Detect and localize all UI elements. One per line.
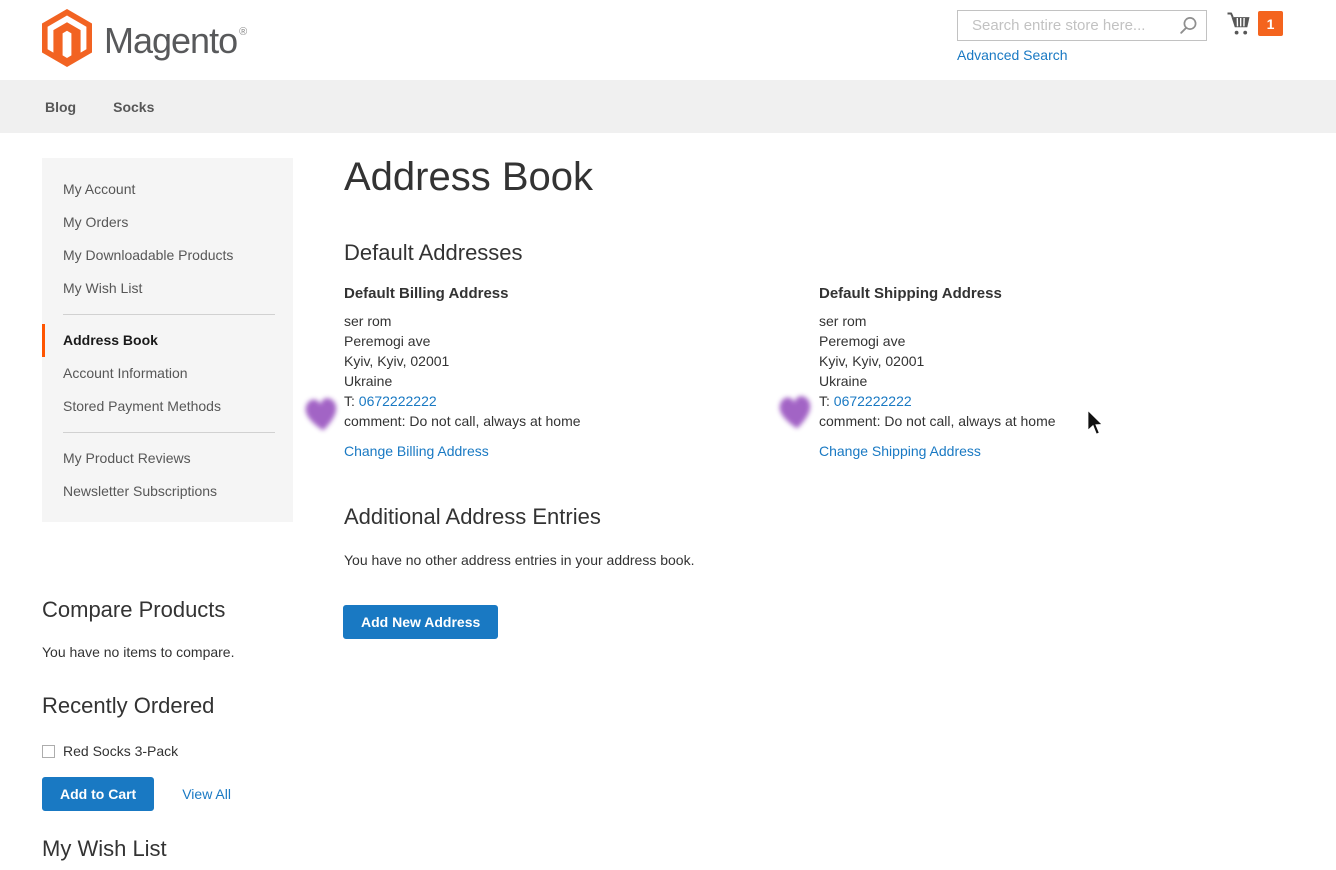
sidebar-item-address-book[interactable]: Address Book: [42, 324, 293, 357]
additional-address-entries-section: [344, 504, 1294, 568]
sidebar-item-my-downloadable-products[interactable]: My Downloadable Products: [63, 247, 234, 263]
shipping-city-line: Kyiv, Kyiv, 02001: [819, 353, 925, 369]
recently-ordered-item-label[interactable]: Red Socks 3-Pack: [63, 743, 179, 759]
registered-mark: ®: [239, 25, 247, 38]
default-billing-address-block: [344, 285, 819, 461]
magento-logo-icon: [42, 9, 92, 72]
sidebar-divider: [63, 432, 275, 433]
search-input[interactable]: [957, 10, 1207, 41]
sidebar-item-my-wish-list[interactable]: My Wish List: [63, 280, 143, 296]
sidebar-item-newsletter-subscriptions[interactable]: Newsletter Subscriptions: [63, 483, 218, 499]
sidebar-item-my-orders[interactable]: My Orders: [63, 214, 129, 230]
sidebar-item-stored-payment-methods[interactable]: Stored Payment Methods: [63, 398, 221, 414]
my-wish-list-block: [42, 836, 167, 862]
cart-icon[interactable]: [1226, 11, 1251, 42]
my-wish-list-title: My Wish List: [42, 836, 167, 861]
recently-ordered-item-checkbox[interactable]: [42, 745, 55, 758]
shipping-street: Peremogi ave: [819, 333, 906, 349]
compare-products-title: Compare Products: [42, 597, 226, 622]
main-nav: [0, 80, 1336, 133]
page-title: Address Book: [344, 155, 594, 199]
magento-logo[interactable]: [42, 9, 246, 72]
add-new-address-button[interactable]: Add New Address: [343, 605, 498, 639]
shipping-phone-line: T: 0672222222: [819, 393, 912, 409]
additional-address-entries-empty-text: You have no other address entries in your address book.: [344, 552, 695, 568]
billing-phone-link[interactable]: 0672222222: [358, 393, 437, 409]
account-sidebar: [42, 158, 293, 522]
billing-name: ser rom: [344, 313, 392, 329]
search-box: [957, 10, 1207, 41]
billing-address-title: Default Billing Address: [344, 285, 509, 302]
default-addresses-section: [344, 240, 1294, 461]
recently-ordered-item-row: [42, 743, 302, 759]
nav-item-blog[interactable]: Blog: [45, 98, 77, 115]
sidebar-item-my-account[interactable]: My Account: [63, 181, 136, 197]
shipping-phone-link[interactable]: 0672222222: [833, 393, 912, 409]
add-to-cart-button[interactable]: Add to Cart: [42, 777, 154, 811]
compare-products-block: [42, 597, 302, 660]
nav-item-socks[interactable]: Socks: [113, 98, 155, 115]
billing-phone-line: T: 0672222222: [344, 393, 437, 409]
purple-heart-annotation-shipping: [776, 393, 815, 436]
billing-city-line: Kyiv, Kyiv, 02001: [344, 353, 450, 369]
billing-country: Ukraine: [344, 373, 393, 389]
view-all-link[interactable]: View All: [182, 786, 231, 802]
purple-heart-annotation-billing: [302, 395, 341, 438]
mouse-cursor: [1086, 408, 1105, 441]
recently-ordered-title: Recently Ordered: [42, 693, 215, 718]
cart-count-badge[interactable]: 1: [1258, 11, 1283, 36]
billing-street: Peremogi ave: [344, 333, 431, 349]
billing-comment: comment: Do not call, always at home: [344, 413, 581, 429]
shipping-address-title: Default Shipping Address: [819, 285, 1002, 302]
recently-ordered-actions: [42, 777, 302, 811]
search-icon[interactable]: [1179, 16, 1198, 40]
compare-products-empty-text: You have no items to compare.: [42, 644, 235, 660]
default-shipping-address-block: [819, 285, 1294, 461]
sidebar-item-my-product-reviews[interactable]: My Product Reviews: [63, 450, 191, 466]
header: [0, 0, 1336, 80]
advanced-search-link[interactable]: Advanced Search: [957, 47, 1068, 63]
shipping-name: ser rom: [819, 313, 867, 329]
sidebar-item-account-information[interactable]: Account Information: [63, 365, 188, 381]
change-shipping-address-link[interactable]: Change Shipping Address: [819, 443, 981, 459]
sidebar-divider: [63, 314, 275, 315]
additional-address-entries-title: Additional Address Entries: [344, 504, 601, 529]
default-addresses-title: Default Addresses: [344, 240, 523, 265]
change-billing-address-link[interactable]: Change Billing Address: [344, 443, 489, 459]
recently-ordered-block: [42, 693, 302, 811]
magento-logo-text: Magento ®: [104, 19, 247, 61]
shipping-country: Ukraine: [819, 373, 868, 389]
shipping-comment: comment: Do not call, always at home: [819, 413, 1056, 429]
